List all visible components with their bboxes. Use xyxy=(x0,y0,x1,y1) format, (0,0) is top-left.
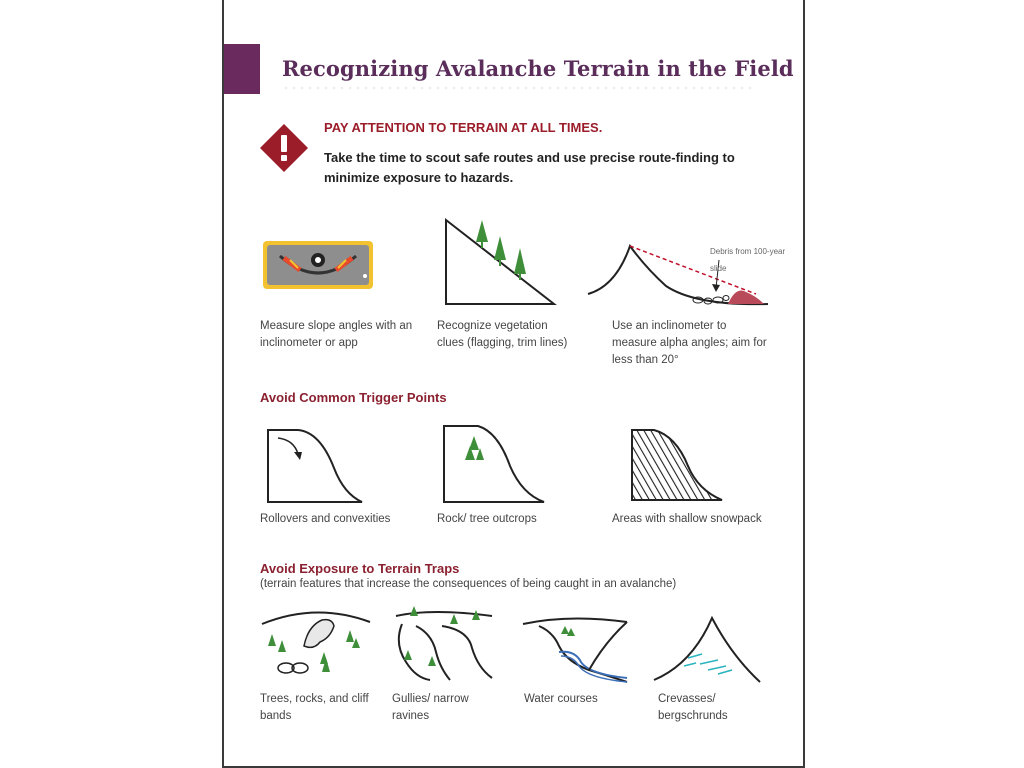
trap-caption-1: Trees, rocks, and cliff bands xyxy=(260,693,369,722)
crevasse-icon xyxy=(652,616,762,684)
page-title: Recognizing Avalanche Terrain in the Field xyxy=(282,56,794,81)
trees-rocks-cliffs-icon xyxy=(260,604,372,680)
document-page xyxy=(222,0,805,768)
title-accent-bar xyxy=(224,44,260,94)
title-divider xyxy=(282,86,752,90)
trap-caption-4: Crevasses/ bergschrunds xyxy=(658,693,728,722)
trigger-points-heading: Avoid Common Trigger Points xyxy=(260,390,447,405)
water-course-icon xyxy=(519,612,631,684)
terrain-traps-subheading: (terrain features that increase the consequences of being caught in an avalanche) xyxy=(260,578,677,590)
tip-caption-3: Use an inclinometer to measure alpha angles; aim for less than 20° xyxy=(612,320,767,366)
trigger-caption-2: Rock/ tree outcrops xyxy=(437,513,537,525)
trigger-caption-1: Rollovers and convexities xyxy=(260,513,391,525)
tip-caption-2: Recognize vegetation clues (flagging, trim lines) xyxy=(437,320,568,349)
inclinometer-icon xyxy=(262,240,374,292)
terrain-traps-heading: Avoid Exposure to Terrain Traps xyxy=(260,561,460,576)
trigger-caption-3: Areas with shallow snowpack xyxy=(612,513,762,525)
outcrop-icon xyxy=(440,424,546,504)
warning-body: Take the time to scout safe routes and use precise route-finding to minimize exposure to hazards. xyxy=(324,150,735,185)
debris-annotation: Debris from 100-year slide xyxy=(710,247,786,273)
gully-icon xyxy=(392,604,498,682)
rollover-icon xyxy=(264,428,364,504)
shallow-snowpack-icon xyxy=(628,428,724,504)
vegetation-slope-icon xyxy=(442,218,557,306)
warning-icon xyxy=(260,124,308,172)
tip-caption-1: Measure slope angles with an inclinometer or app xyxy=(260,320,413,349)
trap-caption-3: Water courses xyxy=(524,693,598,705)
trap-caption-2: Gullies/ narrow ravines xyxy=(392,693,469,722)
warning-heading: PAY ATTENTION TO TERRAIN AT ALL TIMES. xyxy=(324,120,603,135)
